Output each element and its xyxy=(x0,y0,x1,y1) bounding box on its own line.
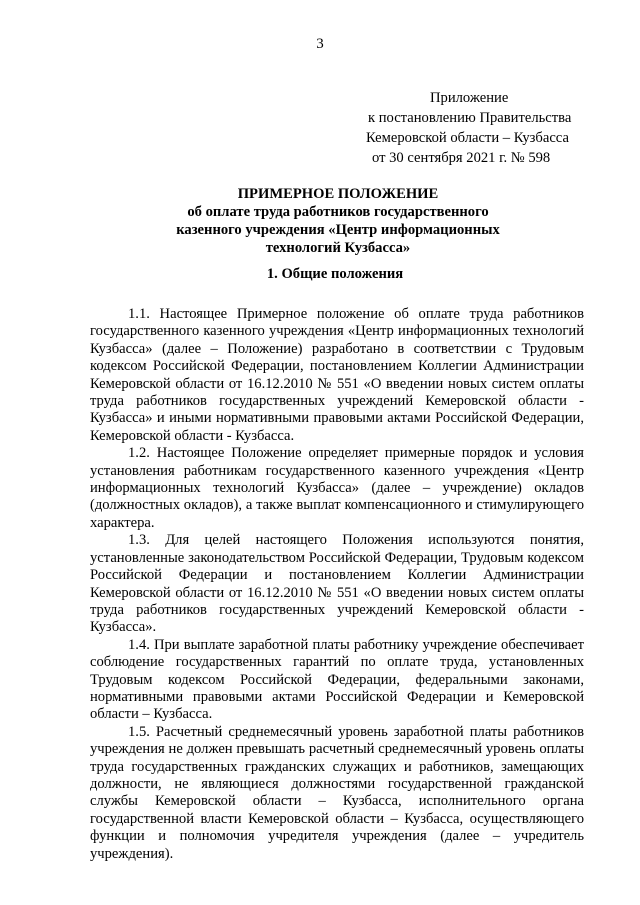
title-line-2: об оплате труда работников государственного xyxy=(187,204,489,220)
section-heading: 1. Общие положения xyxy=(266,266,404,282)
paragraph-1-5: 1.5. Расчетный среднемесячный уровень заработной платы работников учреждения не должен превышать расчетный среднемесячный уровень оплаты труда государственных гражданских служащих и работников, замещающих должности, не являющиеся должностями государственной гражданской службы Кемеровской области – Кузбасса, исполнительного органа государственной власти Кемеровской области – Кузбасса, осуществляющего функции и полномочия учредителя учреждения (далее – учредитель учреждения). xyxy=(90,723,584,862)
title-line-1: ПРИМЕРНОЕ ПОЛОЖЕНИЕ xyxy=(237,186,439,202)
paragraph-1-2: 1.2. Настоящее Положение определяет примерные порядок и условия установления работникам государственного казенного учреждения «Центр информационных технологий Кузбасса» (далее – учреждение) окладов (должностных окладов), а также выплат компенсационного и стимулирующего характера. xyxy=(90,445,584,531)
appendix-line-3: Кемеровской области – Кузбасса xyxy=(366,130,569,146)
paragraph-1-1: 1.1. Настоящее Примерное положение об оплате труда работников государственного казенного учреждения «Центр информационных технологий Кузбасса» (далее – Положение) разработано в соответствии с Трудовым кодексом Российской Федерации, постановлением Коллегии Администрации Кемеровской области от 16.12.2010 № 551 «О введении новых систем оплаты труда работников государственных учреждений Кемеровской области - Кузбасса» и иными нормативными правовыми актами Российской Федерации, Кемеровской области - Кузбасса. xyxy=(90,306,584,444)
page-number: 3 xyxy=(316,36,324,52)
appendix-block xyxy=(362,88,602,168)
document-title xyxy=(0,185,640,257)
appendix-line-1: Приложение xyxy=(430,90,509,106)
paragraph-1-3: 1.3. Для целей настоящего Положения используются понятия, установленные законодательством Российской Федерации, Трудовым кодексом Российской Федерации и постановлением Коллегии Администрации Кемеровской области от 16.12.2010 № 551 «О введении новых систем оплаты труда работников государственных учреждений Кемеровской области - Кузбасса». xyxy=(90,532,584,636)
appendix-line-4: от 30 сентября 2021 г. № 598 xyxy=(372,150,551,166)
title-line-3: казенного учреждения «Центр информационных xyxy=(176,222,500,238)
paragraph-1-4: 1.4. При выплате заработной платы работнику учреждение обеспечивает соблюдение государственных гарантий по оплате труда, установленных Трудовым кодексом Российской Федерации, федеральными законами, нормативными правовыми актами Российской Федерации и Кемеровской области – Кузбасса. xyxy=(90,636,584,723)
section-body xyxy=(90,306,584,863)
title-line-4: технологий Кузбасса» xyxy=(265,240,411,256)
appendix-line-2: к постановлению Правительства xyxy=(368,110,572,126)
